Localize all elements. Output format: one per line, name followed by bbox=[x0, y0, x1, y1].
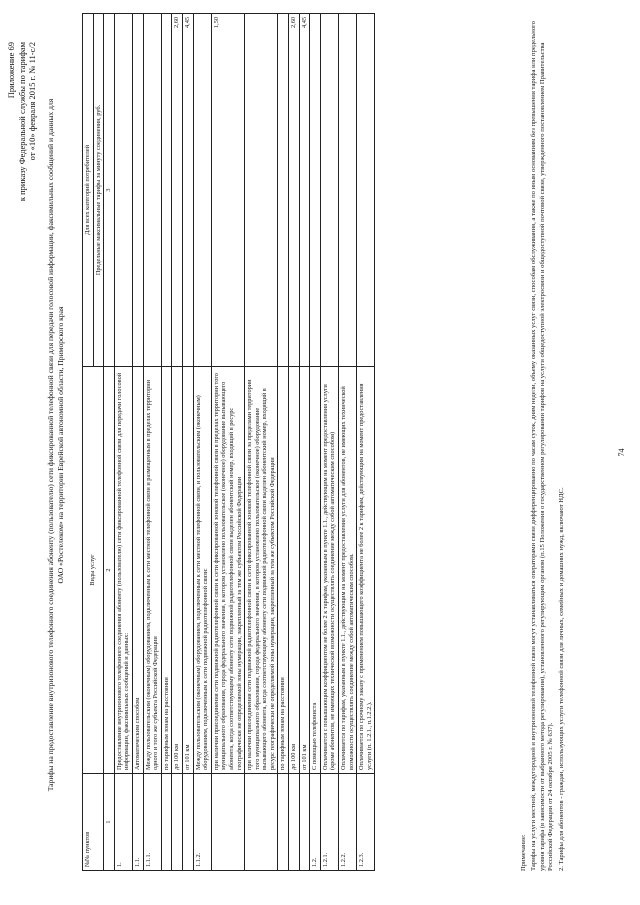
header-all-categories: Для всех категорий потребителей bbox=[83, 14, 94, 367]
row-num: 1. bbox=[114, 774, 132, 871]
row-num: 1.2.2. bbox=[339, 774, 357, 871]
table-row bbox=[357, 14, 375, 871]
table-row bbox=[114, 14, 132, 871]
table-row bbox=[339, 14, 357, 871]
row-num bbox=[278, 774, 289, 871]
row-price: 1,50 bbox=[211, 14, 244, 367]
row-service: до 100 км bbox=[172, 367, 183, 774]
row-service: от 101 км bbox=[299, 367, 310, 774]
row-service: Между пользовательским (оконечным) оборудованием, подключенным к сети местной телефонной связи, и пользовательским (оконечным) оборудованием, подключенным к сети подвижной радиотелефонной связи: bbox=[193, 367, 211, 774]
row-price bbox=[161, 14, 172, 367]
row-price bbox=[357, 14, 375, 367]
row-price bbox=[339, 14, 357, 367]
row-num bbox=[172, 774, 183, 871]
row-service: Предоставление внутризонового телефонного соединения абоненту (пользователю) сети фиксированной телефонной связи для передачи голосовой информации, факсимильных сообщений и данных: bbox=[114, 367, 132, 774]
row-service: по тарифным зонам на расстоянии bbox=[278, 367, 289, 774]
notes-block bbox=[520, 13, 568, 871]
row-num: 1.2.1. bbox=[320, 774, 338, 871]
row-num: 1.1. bbox=[132, 774, 143, 871]
row-price: 4,45 bbox=[299, 14, 310, 367]
row-price bbox=[114, 14, 132, 367]
title-line-1: Тарифы на предоставление внутризонового телефонного соединения абоненту (пользователю) сети фиксированной телефонной связи для передачи голосовой информации, факсимильных сообщений и данных для bbox=[46, 98, 55, 792]
appendix-number: Приложение 69 bbox=[6, 42, 16, 99]
column-number-row bbox=[104, 14, 115, 871]
table-row bbox=[132, 14, 143, 871]
document-title bbox=[46, 55, 65, 835]
note-item-2: 2. Тарифы для абонентов - граждан, использующих услуги телефонной связи для личных, семейных и домашних нужд, включают НДС. bbox=[557, 487, 565, 871]
row-num bbox=[289, 774, 300, 871]
table-row bbox=[278, 14, 289, 871]
appendix-block bbox=[6, 42, 38, 342]
table-row bbox=[193, 14, 211, 871]
appendix-order-date: от «10» февраля 2015 г. № 11-с/2 bbox=[27, 42, 37, 161]
title-line-2: ОАО «Ростелеком» на территории Еврейской автономной области, Приморского края bbox=[55, 306, 65, 584]
table-row bbox=[320, 14, 338, 871]
table-row bbox=[245, 14, 278, 871]
row-service: до 100 км bbox=[289, 367, 300, 774]
page-number: 74 bbox=[617, 448, 626, 457]
row-num bbox=[161, 774, 172, 871]
table-row bbox=[299, 14, 310, 871]
header-service: Виды услуг bbox=[83, 367, 104, 774]
table-row bbox=[143, 14, 161, 871]
row-service: по тарифным зонам на расстоянии bbox=[161, 367, 172, 774]
row-service: Оплачивается с повышающим коэффициентом не более 2 к тарифам, указанным в пункте 1.1., действующим на момент предоставления услуги (кроме абонентов, не имеющих технической возможности осуществлять соединение между собой автоматическим способом) bbox=[320, 367, 338, 774]
table-row bbox=[289, 14, 300, 871]
header-max-tariff: Предельные максимальные тарифы за минуту соединения, руб. bbox=[93, 14, 104, 367]
table-row bbox=[211, 14, 244, 871]
row-service: Между пользовательским (оконечным) оборудованием, подключенным к сети местной телефонной связи и размещенным в пределах территории одного и того же субъекта Российской Федерации bbox=[143, 367, 161, 774]
note-item-1: Тарифы на услуги местной, междугородной и внутризоновой телефонной связи могут устанавливаться операторами связи дифференцированно по часам суток, дням недели, объему оказанных услуг связи, способам обслуживания, а также по иным основаниям без превышения тарифа или предельного уровня тарифа (в зависимости от выбранного метода регулирования), установленного регулирующим органом (п.15 Положения о государственном регулировании тарифов на услуги общедоступной электросвязи и общедоступной почтовой связи, утвержденного постановлением Правительства Российской Федерации от 24 октября 2005 г. № 637). bbox=[530, 21, 555, 871]
colnum-3: 3 bbox=[104, 14, 115, 367]
row-price bbox=[320, 14, 338, 367]
table-row bbox=[310, 14, 321, 871]
row-price bbox=[143, 14, 161, 367]
row-price bbox=[278, 14, 289, 367]
row-service: Оплачивается по тарифам, указанным в пункте 1.1., действующим на момент предоставления услуги для абонентов, не имеющих технической возможности осуществлять соединение между собой автоматическим способом. bbox=[339, 367, 357, 774]
row-num bbox=[182, 774, 193, 871]
row-price bbox=[310, 14, 321, 367]
row-service: Оплачивается по срочному заказу с применением повышающего коэффициента не более 2 к тарифам, действующим на момент предоставления услуги (п. 1.2.1., п.1.2.2.). bbox=[357, 367, 375, 774]
row-price bbox=[193, 14, 211, 367]
row-num: 1.1.1. bbox=[143, 774, 161, 871]
row-service: при наличии присоединения сети подвижной радиотелефонной связи к сети фиксированной зоновой телефонной связи за пределами территории того муниципального образования, города федерального значения, в котором установлено пользовательское (оконечное) оборудование вызывающего абонента, когда соответствующему абоненту сети подвижной радиотелефонной связи выделен абонентский номер, входящий в ресурс географически не определяемой зоны нумерации, закрепленный за тем же субъектом Российской Федерации bbox=[245, 367, 278, 774]
row-num: 1.2.3. bbox=[357, 774, 375, 871]
row-price: 2,60 bbox=[289, 14, 300, 367]
table-row bbox=[161, 14, 172, 871]
colnum-1: 1 bbox=[104, 774, 115, 871]
table-row bbox=[172, 14, 183, 871]
tariff-table bbox=[82, 13, 375, 871]
row-price: 2,60 bbox=[172, 14, 183, 367]
row-price bbox=[245, 14, 278, 367]
row-service: от 101 км bbox=[182, 367, 193, 774]
row-price bbox=[132, 14, 143, 367]
header-row bbox=[83, 14, 94, 871]
row-num: 1.1.2. bbox=[193, 774, 211, 871]
row-service: Автоматическим способом bbox=[132, 367, 143, 774]
row-num bbox=[245, 774, 278, 871]
row-num bbox=[299, 774, 310, 871]
colnum-2: 2 bbox=[104, 367, 115, 774]
row-num bbox=[211, 774, 244, 871]
table-row bbox=[182, 14, 193, 871]
appendix-order-ref: к приказу Федеральной службы по тарифам bbox=[16, 42, 27, 202]
header-num: №№ пунктов bbox=[83, 774, 104, 871]
row-service: С помощью телефониста bbox=[310, 367, 321, 774]
notes-heading: Примечание: bbox=[520, 834, 527, 871]
row-service: при наличии присоединения сети подвижной радиотелефонной связи к сети фиксированной зоновой телефонной связи в пределах территории того муниципального образования, города федерального значения, в котором установлено пользовательское (оконечное) оборудование вызывающего абонента, когда соответствующему абоненту сети подвижной радиотелефонной связи выделен абонентский номер, входящий в ресурс географически не определяемой зоны нумерации, закрепленный за тем же субъектом Российской Федерации bbox=[211, 367, 244, 774]
row-num: 1.2. bbox=[310, 774, 321, 871]
row-price: 4,45 bbox=[182, 14, 193, 367]
